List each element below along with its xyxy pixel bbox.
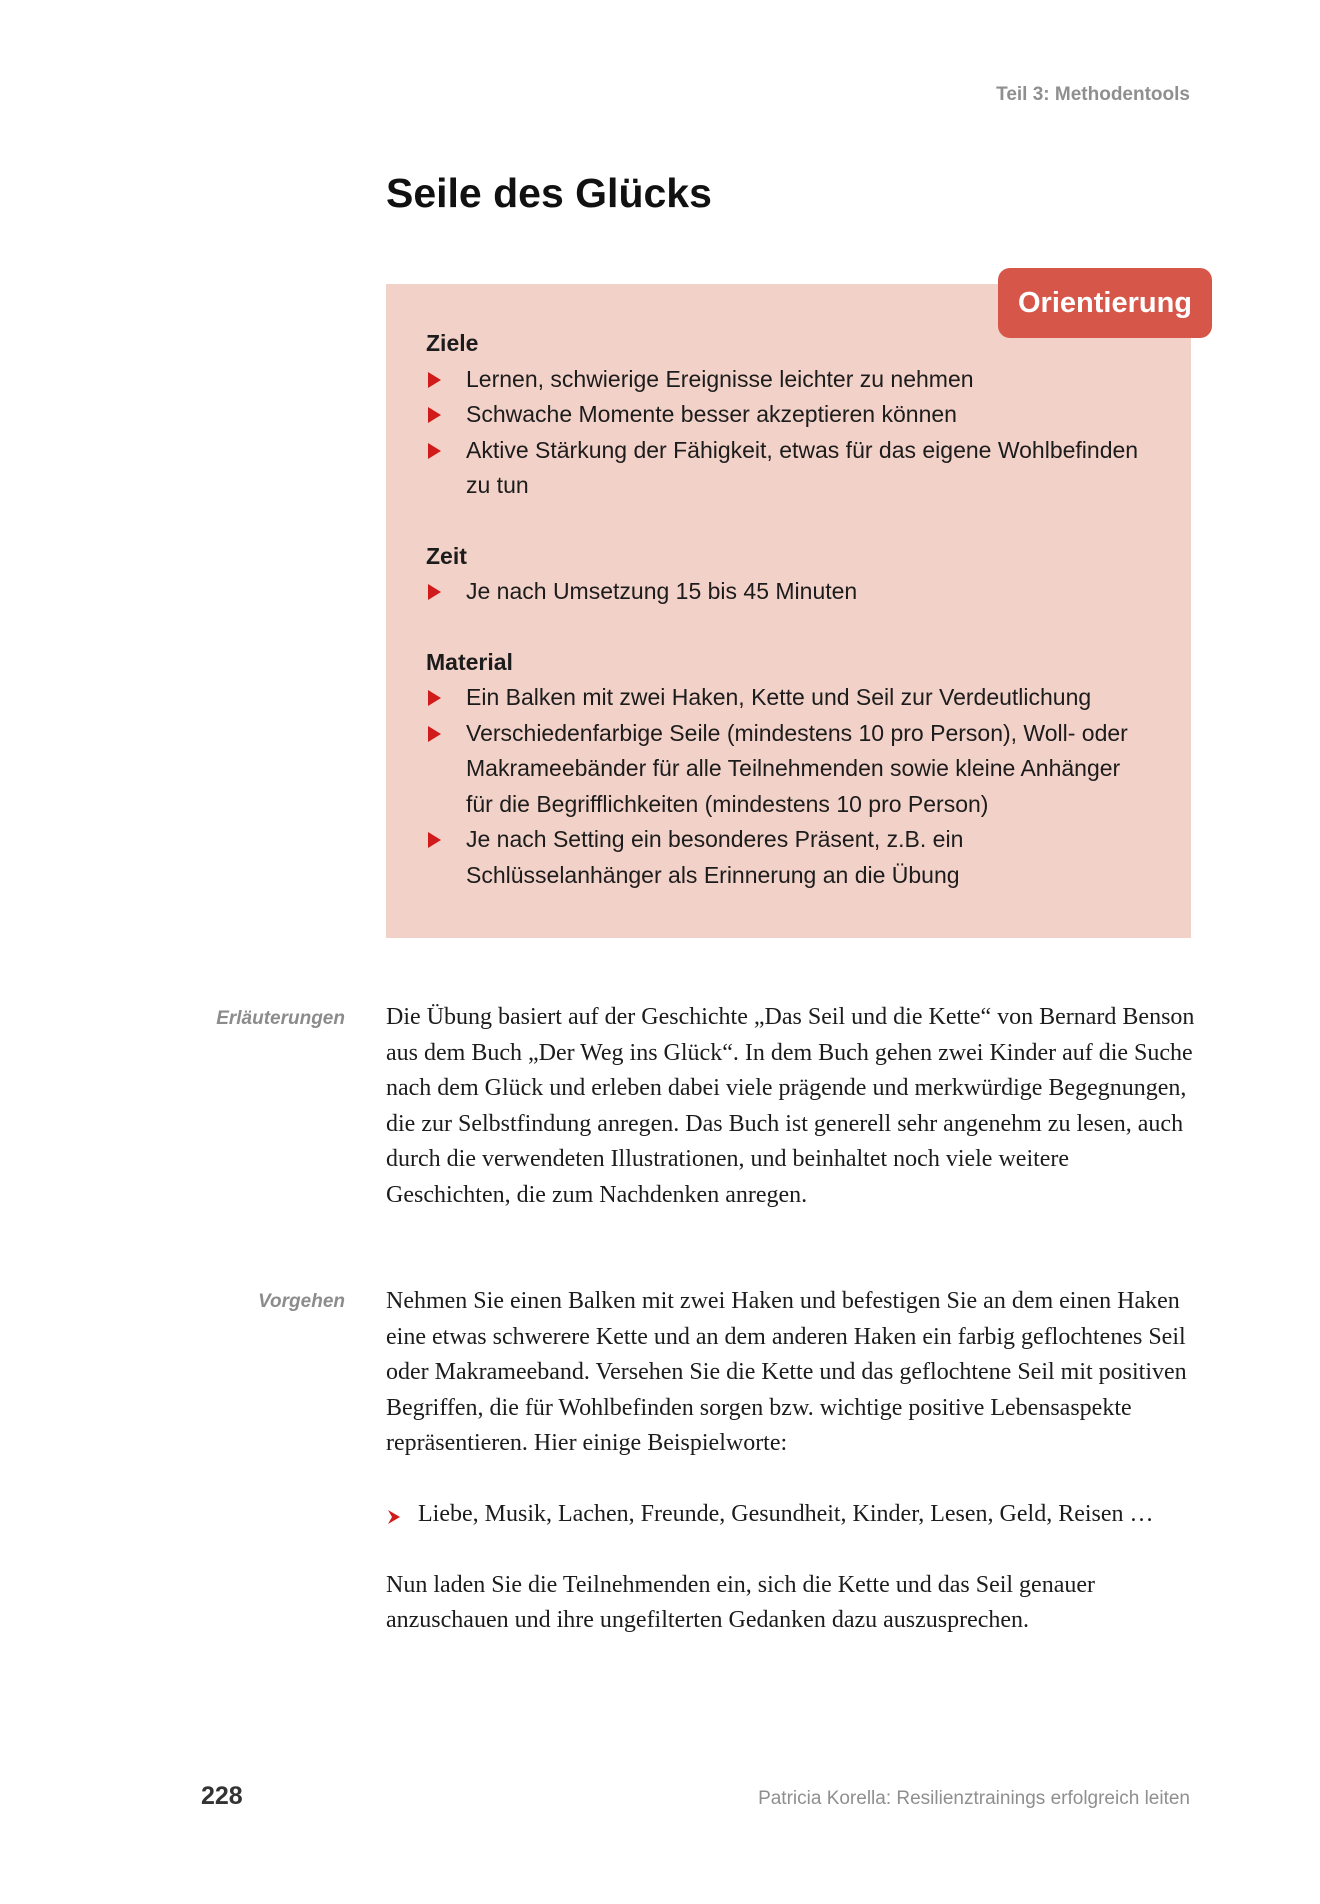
list-item: [386, 1497, 1196, 1533]
chevron-bullet-icon: [386, 1509, 402, 1525]
list-item: [426, 397, 1146, 433]
list-item-text: Aktive Stärkung der Fähigkeit, etwas für das eigene Wohlbefinden zu tun: [466, 436, 1139, 498]
orientation-content: [426, 326, 1146, 928]
page-title: Seile des Glücks: [386, 170, 712, 216]
section-heading-ziele: Ziele: [426, 330, 479, 356]
list-item-text: Je nach Umsetzung 15 bis 45 Minuten: [466, 578, 858, 604]
ziele-list: [426, 362, 1146, 504]
margin-label-erlaeuterungen: Erläuterungen: [216, 1008, 345, 1029]
section-material: [426, 645, 1146, 894]
triangle-bullet-icon: [428, 443, 441, 459]
footer-book-info: Patricia Korella: Resilienztrainings erfolgreich leiten: [758, 1788, 1190, 1809]
zeit-list: [426, 574, 1146, 610]
list-item-text: Lernen, schwierige Ereignisse leichter zu nehmen: [466, 365, 974, 392]
page-number: 228: [201, 1782, 243, 1810]
vorgehen-text: [386, 1284, 1196, 1639]
list-item-text: Ein Balken mit zwei Haken, Kette und Seil zur Verdeutlichung: [466, 684, 1092, 710]
triangle-bullet-icon: [428, 690, 441, 706]
section-zeit: [426, 539, 1146, 610]
list-item-text: Schwache Momente besser akzeptieren können: [466, 401, 957, 427]
material-list: [426, 680, 1146, 893]
orientation-tab: Orientierung: [998, 268, 1212, 338]
vorgehen-paragraph-1: Nehmen Sie einen Balken mit zwei Haken und befestigen Sie an dem einen Haken eine etwas schwerere Kette und an dem anderen Haken ein farbig geflochtenes Seil oder Makrameeband. Versehen Sie die Kette und das geflochtene Seil mit positiven Begriffen, die für Wohlbefinden sorgen bzw. wichtige positive Lebensaspekte repräsentieren. Hier einige Beispielworte:: [386, 1288, 1187, 1457]
list-item: [426, 716, 1146, 823]
section-heading-zeit: Zeit: [426, 542, 467, 569]
list-item-text: Je nach Setting ein besonderes Präsent, z.B. ein Schlüsselanhänger als Erinnerung an die Übung: [466, 826, 964, 888]
list-item: [426, 574, 1146, 610]
triangle-bullet-icon: [428, 726, 441, 742]
list-item-text: Verschiedenfarbige Seile (mindestens 10 pro Person), Woll- oder Makrameebänder für alle Teilnehmenden sowie kleine Anhänger für die Begrifflichkeiten (mindestens 10 pro Person): [466, 719, 1128, 817]
running-head: Teil 3: Methodentools: [996, 84, 1190, 105]
triangle-bullet-icon: [428, 832, 441, 848]
example-item-text: Liebe, Musik, Lachen, Freunde, Gesundheit, Kinder, Lesen, Geld, Reisen …: [418, 1500, 1154, 1527]
triangle-bullet-icon: [428, 584, 441, 600]
erlaeuterungen-paragraph: Die Übung basiert auf der Geschichte „Das Seil und die Kette“ von Bernard Benson aus dem Buch „Der Weg ins Glück“. In dem Buch gehen zwei Kinder auf die Suche nach dem Glück und erleben dabei viele prägende und merkwürdige Begegnungen, die zur Selbstfindung anregen. Das Buch ist generell sehr angenehm zu lesen, auch durch die verwendeten Illustrationen, und beinhaltet noch viele weitere Geschichten, die zum Nachdenken anregen.: [386, 1004, 1195, 1208]
vorgehen-paragraph-2: Nun laden Sie die Teilnehmenden ein, sich die Kette und das Seil genauer anzuschauen und ihre ungefilterten Gedanken dazu auszusprechen.: [386, 1571, 1096, 1634]
list-item: [426, 822, 1146, 893]
margin-label-vorgehen: Vorgehen: [258, 1291, 345, 1312]
triangle-bullet-icon: [428, 407, 441, 423]
list-item: [426, 433, 1146, 504]
list-item: [426, 362, 1146, 398]
example-list: [386, 1497, 1196, 1533]
section-ziele: [426, 326, 1146, 504]
triangle-bullet-icon: [428, 372, 441, 388]
section-heading-material: Material: [426, 648, 513, 675]
erlaeuterungen-text: [386, 1000, 1196, 1214]
list-item: [426, 680, 1146, 716]
